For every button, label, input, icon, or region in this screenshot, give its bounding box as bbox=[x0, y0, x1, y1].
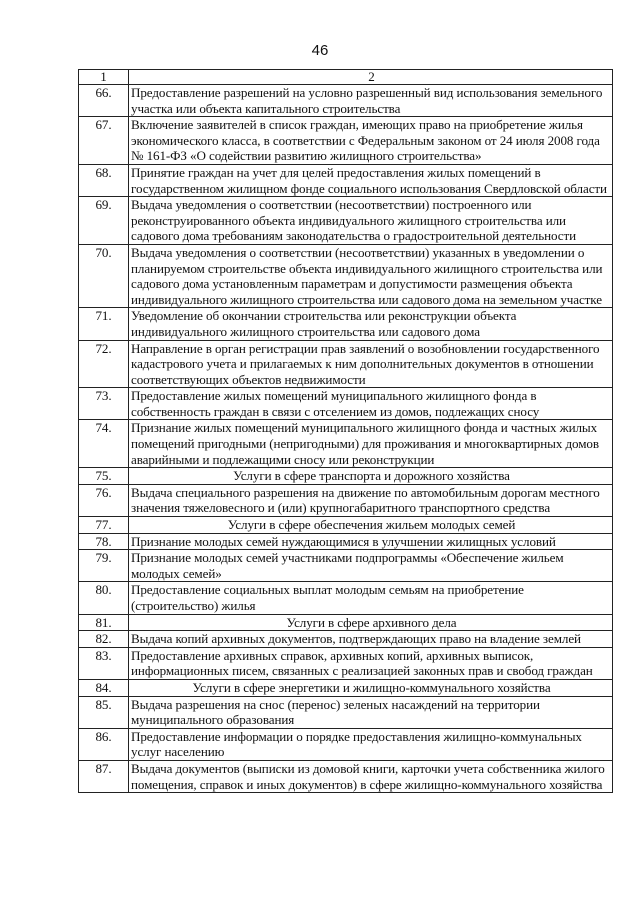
table-row bbox=[79, 760, 613, 792]
service-name: Признание молодых семей нуждающимися в улучшении жилищных условий bbox=[129, 533, 613, 550]
service-name: Предоставление разрешений на условно разрешенный вид использования земельного участка или объекта капитального строительства bbox=[129, 85, 613, 117]
row-number: 72. bbox=[79, 340, 129, 388]
service-name: Признание молодых семей участниками подпрограммы «Обеспечение жильем молодых семей» bbox=[129, 550, 613, 582]
table-row bbox=[79, 647, 613, 679]
row-number: 83. bbox=[79, 647, 129, 679]
table-row bbox=[79, 631, 613, 648]
table-row bbox=[79, 197, 613, 245]
table-row bbox=[79, 533, 613, 550]
section-title: Услуги в сфере транспорта и дорожного хозяйства bbox=[129, 468, 613, 485]
row-number: 80. bbox=[79, 582, 129, 614]
table-row bbox=[79, 420, 613, 468]
service-name: Предоставление архивных справок, архивных копий, архивных выписок, информационных писем, связанных с реализацией законных прав и свобод граждан bbox=[129, 647, 613, 679]
row-number: 86. bbox=[79, 728, 129, 760]
service-name: Выдача документов (выписки из домовой книги, карточки учета собственника жилого помещения, справок и иных документов) в сфере жилищно-коммунального хозяйства bbox=[129, 760, 613, 792]
section-title: Услуги в сфере архивного дела bbox=[129, 614, 613, 631]
row-number: 81. bbox=[79, 614, 129, 631]
row-number: 75. bbox=[79, 468, 129, 485]
column-header-1: 1 bbox=[79, 70, 129, 85]
table-row bbox=[79, 308, 613, 340]
service-name: Включение заявителей в список граждан, имеющих право на приобретение жилья экономического класса, в соответствии с Федеральным законом от 24 июля 2008 года № 161-ФЗ «О содействии развитию жилищного строительства» bbox=[129, 117, 613, 165]
table-row bbox=[79, 728, 613, 760]
row-number: 74. bbox=[79, 420, 129, 468]
row-number: 84. bbox=[79, 679, 129, 696]
row-number: 66. bbox=[79, 85, 129, 117]
row-number: 69. bbox=[79, 197, 129, 245]
table-row bbox=[79, 696, 613, 728]
service-name: Предоставление жилых помещений муниципального жилищного фонда в собственность граждан в связи с отселением из домов, подлежащих сносу bbox=[129, 388, 613, 420]
service-name: Выдача уведомления о соответствии (несоответствии) указанных в уведомлении о планируемом строительстве объекта индивидуального жилищного строительства или садового дома установленным параметрам и допустимости размещения объекта индивидуального жилищного строительства или садового дома на земельном участке bbox=[129, 244, 613, 307]
service-name: Выдача уведомления о соответствии (несоответствии) построенного или реконструированного объекта индивидуального жилищного строительства или садового дома требованиям законодательства о градостроительной деятельности bbox=[129, 197, 613, 245]
service-name: Признание жилых помещений муниципального жилищного фонда и частных жилых помещений пригодными (непригодными) для проживания и многоквартирных домов аварийными и подлежащими сносу или реконструкции bbox=[129, 420, 613, 468]
table-row bbox=[79, 582, 613, 614]
row-number: 68. bbox=[79, 164, 129, 196]
row-number: 87. bbox=[79, 760, 129, 792]
section-header-row bbox=[79, 517, 613, 534]
service-name: Предоставление социальных выплат молодым семьям на приобретение (строительство) жилья bbox=[129, 582, 613, 614]
service-name: Принятие граждан на учет для целей предоставления жилых помещений в государственном жилищном фонде социального использования Свердловской области bbox=[129, 164, 613, 196]
row-number: 82. bbox=[79, 631, 129, 648]
table-header-row bbox=[79, 70, 613, 85]
row-number: 67. bbox=[79, 117, 129, 165]
service-name: Выдача специального разрешения на движение по автомобильным дорогам местного значения тяжеловесного и (или) крупногабаритного транспортного средства bbox=[129, 484, 613, 516]
row-number: 70. bbox=[79, 244, 129, 307]
table-row bbox=[79, 388, 613, 420]
table-row bbox=[79, 340, 613, 388]
row-number: 78. bbox=[79, 533, 129, 550]
row-number: 85. bbox=[79, 696, 129, 728]
row-number: 77. bbox=[79, 517, 129, 534]
row-number: 79. bbox=[79, 550, 129, 582]
service-name: Направление в орган регистрации прав заявлений о возобновлении государственного кадастрового учета и прилагаемых к ним дополнительных документов в отношении соответствующих объектов недвижимости bbox=[129, 340, 613, 388]
section-header-row bbox=[79, 679, 613, 696]
services-table bbox=[78, 69, 613, 793]
section-title: Услуги в сфере обеспечения жильем молодых семей bbox=[129, 517, 613, 534]
section-header-row bbox=[79, 614, 613, 631]
table-row bbox=[79, 550, 613, 582]
row-number: 76. bbox=[79, 484, 129, 516]
page-number: 46 bbox=[311, 42, 329, 59]
service-name: Предоставление информации о порядке предоставления жилищно-коммунальных услуг населению bbox=[129, 728, 613, 760]
table-row bbox=[79, 244, 613, 307]
row-number: 71. bbox=[79, 308, 129, 340]
section-title: Услуги в сфере энергетики и жилищно-коммунального хозяйства bbox=[129, 679, 613, 696]
table-row bbox=[79, 484, 613, 516]
table-row bbox=[79, 117, 613, 165]
row-number: 73. bbox=[79, 388, 129, 420]
service-name: Выдача разрешения на снос (перенос) зеленых насаждений на территории муниципального образования bbox=[129, 696, 613, 728]
service-name: Уведомление об окончании строительства или реконструкции объекта индивидуального жилищного строительства или садового дома bbox=[129, 308, 613, 340]
service-name: Выдача копий архивных документов, подтверждающих право на владение землей bbox=[129, 631, 613, 648]
table-row bbox=[79, 164, 613, 196]
section-header-row bbox=[79, 468, 613, 485]
table-row bbox=[79, 85, 613, 117]
column-header-2: 2 bbox=[129, 70, 613, 85]
